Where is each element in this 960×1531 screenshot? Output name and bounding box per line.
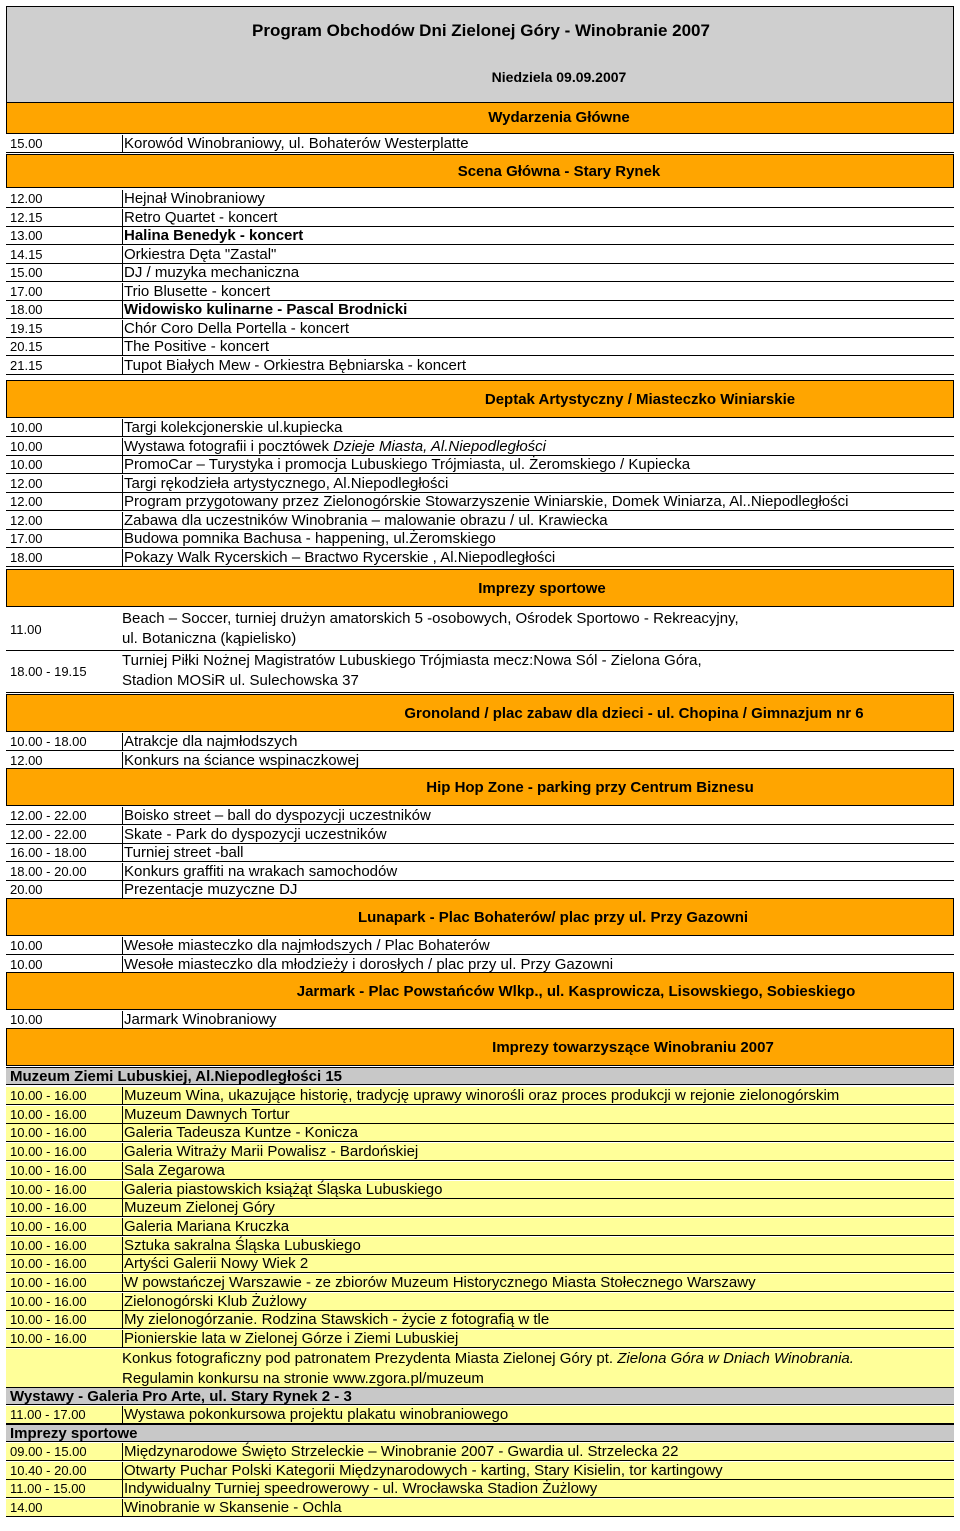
description-cell [122, 733, 952, 751]
description-cell [122, 512, 952, 530]
description-cell [122, 1499, 952, 1517]
description-text: Otwarty Puchar Polski Kategorii Międzynarodowych - karting, Stary Kisielin, tor kartingowy [124, 1461, 723, 1479]
description-text: Galeria piastowskich książąt Śląska Lubuskiego [124, 1180, 443, 1198]
schedule-row [6, 608, 954, 651]
description-cell [122, 549, 952, 567]
time-cell: 12.00 - 22.00 [10, 826, 87, 842]
description-cell [122, 881, 952, 899]
description-cell [122, 320, 952, 338]
description-cell [122, 190, 952, 208]
schedule-row [6, 1480, 954, 1498]
description-cell [122, 438, 952, 456]
description-text: Prezentacje muzyczne DJ [124, 881, 298, 898]
schedule-row [6, 338, 954, 356]
time-cell: 10.00 [10, 956, 43, 972]
time-cell: 11.00 [10, 622, 42, 637]
description-text: Konkurs na ściance wspinaczkowej [124, 751, 360, 769]
subsection-museum: Muzeum Ziemi Lubuskiej, Al.Niepodległości 15 [6, 1067, 954, 1085]
description-text: Chór Coro Della Portella - koncert [124, 319, 350, 337]
time-cell: 10.00 - 16.00 [10, 1275, 87, 1290]
description-cell [122, 1143, 952, 1161]
description-cell [122, 1462, 952, 1480]
schedule-row [6, 1311, 954, 1329]
time-cell: 14.00 [10, 1499, 43, 1515]
schedule-row [6, 1255, 954, 1273]
schedule-row [6, 190, 954, 208]
time-cell: 10.00 - 16.00 [10, 1106, 87, 1122]
time-cell: 10.00 - 18.00 [10, 734, 87, 749]
description-text: Wystawa fotografii i pocztówek [124, 437, 329, 455]
description-cell [122, 1218, 952, 1236]
schedule-row [6, 209, 954, 227]
schedule-row [6, 301, 954, 319]
section-title: Imprezy sportowe [478, 580, 606, 597]
time-cell: 20.00 [10, 882, 43, 897]
description-text: Konkurs graffiti na wrakach samochodów [124, 862, 398, 880]
section-main-events [6, 102, 954, 134]
description-cell [122, 1274, 952, 1292]
time-cell: 11.00 - 17.00 [10, 1407, 86, 1422]
description-text: Galeria Tadeusza Kuntze - Konicza [124, 1124, 359, 1142]
schedule-row [6, 807, 954, 825]
description-cell [122, 956, 952, 974]
description-cell [122, 651, 950, 691]
description-cell [122, 844, 952, 862]
schedule-row [6, 512, 954, 530]
description-text: Zabawa dla uczestników Winobrania – malowanie obrazu / ul. Krawiecka [124, 511, 608, 529]
schedule-row [6, 650, 954, 693]
time-cell: 20.15 [10, 339, 43, 354]
description-text: Program przygotowany przez Zielonogórskie Stowarzyszenie Winiarskie, Domek Winiarza, Al..Niepodległości [124, 493, 849, 510]
description-cell [122, 209, 952, 227]
time-cell: 18.00 [10, 302, 43, 317]
time-cell: 14.15 [10, 246, 43, 262]
description-cell [122, 1293, 952, 1311]
description-cell [122, 456, 952, 474]
time-cell: 12.00 [10, 191, 43, 206]
description-cell [122, 227, 952, 245]
section-title: Jarmark - Plac Powstańców Wlkp., ul. Kasprowicza, Lisowskiego, Sobieskiego [296, 983, 856, 1000]
time-cell: 10.00 - 16.00 [10, 1237, 87, 1253]
description-cell [122, 475, 952, 493]
description-text: Międzynarodowe Święto Strzeleckie – Winobranie 2007 - Gwardia ul. Strzelecka 22 [124, 1443, 679, 1460]
description-cell [122, 1443, 952, 1461]
description-cell [122, 338, 952, 356]
description-text: Retro Quartet - koncert [124, 208, 278, 226]
page-title: Program Obchodów Dni Zielonej Góry - Winobranie 2007 [252, 21, 710, 40]
schedule-row [6, 264, 954, 282]
schedule-row [6, 1124, 954, 1142]
description-cell [122, 419, 952, 437]
description-line1: Turniej Piłki Nożnej Magistratów Lubuskiego Trójmiasta mecz:Nowa Sól - Zielona Góra, [122, 652, 702, 669]
description-cell [122, 530, 952, 548]
description-cell [122, 493, 952, 511]
description-italic: Dzieje Miasta, Al.Niepodległości [328, 437, 546, 455]
description-cell [122, 1124, 952, 1142]
schedule-row [6, 456, 954, 474]
schedule-row [6, 1406, 954, 1424]
schedule-row [6, 283, 954, 301]
description-text: Indywidualny Turniej speedrowerowy - ul. Wrocławska Stadion Żużlowy [124, 1480, 598, 1497]
schedule-row [6, 881, 954, 899]
schedule-row [6, 1162, 954, 1180]
contest-text [122, 1349, 950, 1389]
time-cell: 10.00 - 16.00 [10, 1144, 87, 1160]
time-cell: 10.00 [10, 420, 43, 435]
description-cell [122, 283, 952, 301]
schedule-row [6, 530, 954, 548]
description-text: Boisko street – ball do dyspozycji uczestników [124, 807, 431, 824]
schedule-row [6, 1499, 954, 1517]
description-cell [122, 1162, 952, 1180]
description-text: Artyści Galerii Nowy Wiek 2 [124, 1255, 309, 1273]
description-text: Atrakcje dla najmłodszych [124, 733, 298, 750]
schedule-row [6, 956, 954, 974]
time-cell: 16.00 - 18.00 [10, 845, 87, 860]
description-text: Wesołe miasteczko dla najmłodszych / Plac Bohaterów [124, 937, 490, 954]
schedule-row [6, 1011, 954, 1029]
schedule-row [6, 1218, 954, 1236]
schedule-row [6, 357, 954, 375]
time-cell: 12.00 [10, 752, 43, 768]
description-text: Trio Blusette - koncert [124, 282, 271, 300]
description-text: Sztuka sakralna Śląska Lubuskiego [124, 1236, 361, 1254]
description-cell [122, 1255, 952, 1273]
description-cell [122, 1406, 952, 1424]
time-cell: 10.00 [10, 1012, 43, 1027]
description-line1: Beach – Soccer, turniej drużyn amatorskich 5 -osobowych, Ośrodek Sportowo - Rekreacyjny, [122, 610, 739, 627]
description-text: DJ / muzyka mechaniczna [124, 264, 300, 281]
subsection-gallery: Wystawy - Galeria Pro Arte, ul. Stary Rynek 2 - 3 [6, 1387, 954, 1405]
time-cell: 12.00 [10, 475, 43, 491]
description-text: The Positive - koncert [124, 338, 270, 355]
description-cell [122, 264, 952, 282]
description-text: PromoCar – Turystyka i promocja Lubuskiego Trójmiasta, ul. Żeromskiego / Kupiecka [124, 456, 691, 473]
time-cell: 13.00 [10, 228, 43, 243]
section-jarmark [6, 972, 954, 1010]
description-cell [122, 1181, 952, 1199]
section-main-stage [6, 154, 954, 188]
description-text: Galeria Witraży Marii Powalisz - Bardońskiej [124, 1143, 419, 1161]
description-text: Galeria Mariana Kruczka [124, 1217, 290, 1235]
time-cell: 12.00 - 22.00 [10, 808, 87, 823]
time-cell: 15.00 [10, 265, 43, 280]
schedule-row [6, 246, 954, 264]
schedule-row [6, 733, 954, 751]
description-cell [122, 807, 952, 825]
description-text: Widowisko kulinarne - Pascal Brodnicki [124, 301, 408, 318]
description-text: Halina Benedyk - koncert [124, 227, 304, 244]
time-cell: 10.00 - 16.00 [10, 1293, 87, 1309]
time-cell: 21.15 [10, 357, 43, 373]
schedule-row [6, 1330, 954, 1348]
time-cell: 19.15 [10, 320, 43, 336]
schedule-row [6, 1106, 954, 1124]
time-cell: 10.00 - 16.00 [10, 1218, 87, 1234]
description-cell [122, 1237, 952, 1255]
program-sheet [6, 6, 954, 1527]
description-text: Hejnał Winobraniowy [124, 190, 265, 207]
time-cell: 15.00 [10, 136, 43, 151]
contest-note [6, 1349, 954, 1388]
schedule-row [6, 937, 954, 955]
schedule-row [6, 844, 954, 862]
description-cell [122, 937, 952, 955]
time-cell: 10.00 - 16.00 [10, 1088, 87, 1103]
description-cell [122, 1106, 952, 1124]
description-cell [122, 135, 952, 153]
description-text: Korowód Winobraniowy, ul. Bohaterów Westerplatte [124, 135, 469, 152]
description-text: Targi rękodzieła artystycznego, Al.Niepodległości [124, 474, 449, 492]
section-groneland [6, 694, 954, 732]
description-text: My zielonogórzanie. Rodzina Stawskich - życie z fotografią w tle [124, 1311, 550, 1329]
date-heading: Niedziela 09.09.2007 [491, 69, 627, 85]
time-cell: 17.00 [10, 283, 43, 299]
section-sport [6, 569, 954, 607]
schedule-row [6, 1237, 954, 1255]
schedule-row [6, 1462, 954, 1480]
description-cell [122, 1199, 952, 1217]
schedule-row [6, 320, 954, 338]
section-title: Deptak Artystyczny / Miasteczko Winiarskie [484, 391, 796, 408]
time-cell: 18.00 - 19.15 [10, 664, 87, 679]
description-text: Wystawa pokonkursowa projektu plakatu winobraniowego [124, 1406, 509, 1423]
description-text: Winobranie w Skansenie - Ochla [124, 1498, 342, 1516]
description-text: Tupot Białych Mew - Orkiestra Bębniarska - koncert [124, 356, 467, 374]
time-cell: 18.00 - 20.00 [10, 863, 87, 879]
time-cell: 10.00 - 16.00 [10, 1162, 87, 1178]
description-line2: Stadion MOSiR ul. Sulechowska 37 [122, 672, 359, 689]
schedule-row [6, 419, 954, 437]
contest-line1: Konkus fotograficzny pod patronatem Prezydenta Miasta Zielonej Góry pt. [122, 1350, 614, 1367]
section-title: Wydarzenia Główne [488, 109, 630, 126]
description-cell [122, 1480, 952, 1498]
schedule-row [6, 1143, 954, 1161]
description-cell [122, 826, 952, 844]
schedule-row [6, 1199, 954, 1217]
time-cell: 10.40 - 20.00 [10, 1462, 87, 1478]
description-text: Targi kolekcjonerskie ul.kupiecka [124, 419, 343, 436]
schedule-row [6, 752, 954, 770]
description-text: Muzeum Zielonej Góry [124, 1199, 275, 1217]
schedule-row [6, 1087, 954, 1105]
description-cell [122, 752, 952, 770]
description-cell [122, 1330, 952, 1348]
section-lunapark [6, 898, 954, 936]
schedule-row [6, 438, 954, 456]
section-deptak [6, 380, 954, 418]
schedule-row [6, 1443, 954, 1461]
time-cell: 17.00 [10, 531, 43, 546]
time-cell: 10.00 - 16.00 [10, 1331, 87, 1347]
description-text: Sala Zegarowa [124, 1161, 225, 1179]
description-text: Skate - Park do dyspozycji uczestników [124, 825, 387, 843]
time-cell: 10.00 - 16.00 [10, 1256, 87, 1272]
time-cell: 09.00 - 15.00 [10, 1444, 87, 1459]
description-text: Turniej street -ball [124, 844, 244, 861]
section-hiphop [6, 768, 954, 806]
description-text: Zielonogórski Klub Żużlowy [124, 1292, 307, 1310]
description-text: Jarmark Winobraniowy [124, 1011, 277, 1028]
schedule-row [6, 1293, 954, 1311]
time-cell: 10.00 [10, 938, 43, 953]
time-cell: 12.15 [10, 209, 43, 225]
description-cell [122, 1087, 952, 1105]
time-cell: 10.00 - 16.00 [10, 1200, 87, 1216]
schedule-row [6, 135, 954, 153]
section-title: Hip Hop Zone - parking przy Centrum Biznesu [426, 779, 754, 796]
contest-line1-italic: Zielona Góra w Dniach Winobrania. [617, 1350, 854, 1367]
contest-line2: Regulamin konkursu na stronie www.zgora.pl/muzeum [122, 1370, 484, 1387]
section-title: Imprezy towarzyszące Winobraniu 2007 [492, 1039, 774, 1056]
description-text: Muzeum Dawnych Tortur [124, 1105, 290, 1123]
time-cell: 10.00 [10, 438, 43, 454]
schedule-row [6, 227, 954, 245]
schedule-row [6, 549, 954, 567]
section-accompanying [6, 1028, 954, 1066]
time-cell: 10.00 - 16.00 [10, 1312, 87, 1328]
description-cell [122, 301, 952, 319]
schedule-row [6, 1274, 954, 1292]
time-cell: 10.00 - 16.00 [10, 1181, 87, 1197]
section-title: Scena Główna - Stary Rynek [457, 163, 661, 180]
description-line2: ul. Botaniczna (kąpielisko) [122, 630, 297, 647]
schedule-row [6, 1181, 954, 1199]
description-text: Muzeum Wina, ukazujące historię, tradycję uprawy winorośli oraz proces produkcji w rejonie zielonogórskim [124, 1087, 840, 1104]
time-cell: 12.00 [10, 494, 43, 509]
schedule-row [6, 475, 954, 493]
description-text: Pionierskie lata w Zielonej Górze i Ziemi Lubuskiej [124, 1330, 459, 1348]
description-text: Budowa pomnika Bachusa - happening, ul.Żeromskiego [124, 530, 496, 547]
schedule-row [6, 493, 954, 511]
description-text: Orkiestra Dęta "Zastal" [124, 245, 277, 263]
description-cell [122, 609, 950, 649]
description-cell [122, 357, 952, 375]
description-cell [122, 246, 952, 264]
description-cell [122, 1011, 952, 1029]
time-cell: 11.00 - 15.00 [10, 1481, 86, 1496]
time-cell: 18.00 [10, 549, 43, 565]
time-cell: 10.00 - 16.00 [10, 1125, 87, 1141]
description-text: W powstańczej Warszawie - ze zbiorów Muzeum Historycznego Miasta Stołecznego Warszawy [124, 1274, 756, 1291]
subsection-sport2: Imprezy sportowe [6, 1424, 954, 1442]
description-cell [122, 863, 952, 881]
time-cell: 10.00 [10, 457, 43, 472]
schedule-row [6, 863, 954, 881]
description-text: Pokazy Walk Rycerskich – Bractwo Rycerskie , Al.Niepodległości [124, 548, 556, 566]
time-cell: 12.00 [10, 512, 43, 528]
section-title: Lunapark - Plac Bohaterów/ plac przy ul. Przy Gazowni [357, 909, 749, 926]
section-title: Gronoland / plac zabaw dla dzieci - ul. Chopina / Gimnazjum nr 6 [404, 705, 864, 722]
schedule-row [6, 826, 954, 844]
description-cell [122, 1311, 952, 1329]
description-text: Wesołe miasteczko dla młodzieży i dorosłych / plac przy ul. Przy Gazowni [124, 955, 614, 973]
